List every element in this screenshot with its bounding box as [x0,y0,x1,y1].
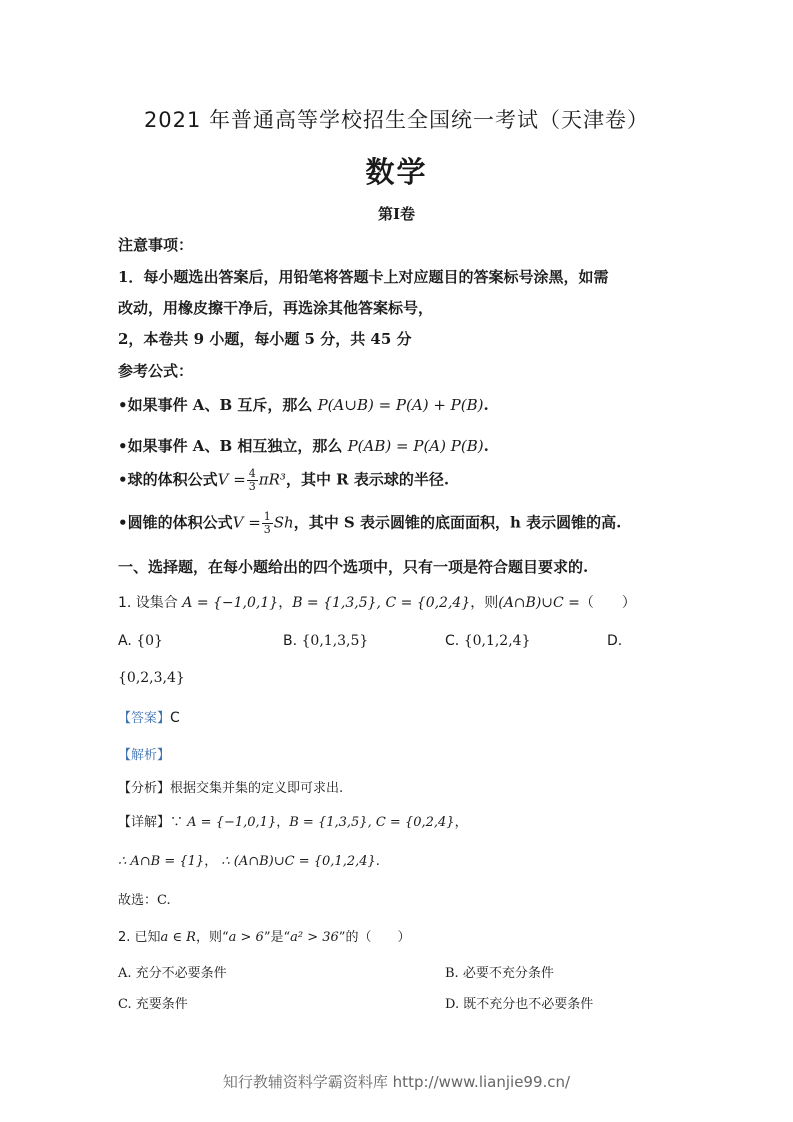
formula-4-denominator: 3 [263,523,271,536]
formula-3-numerator: 4 [248,467,256,480]
question-2-premise: a > 6 [228,930,264,945]
volume-label: 第Ⅰ卷 [377,205,416,223]
question-2-condition: a ∈ R [160,930,196,945]
formula-4-lhs: V = [232,513,261,532]
formula-4-rhs: Sh [273,513,294,532]
answer-value: C [170,710,180,726]
formula-4-end: ，其中 S 表示圆锥的底面面积，h 表示圆锥的高. [293,513,622,532]
formula-3-denominator: 3 [248,480,256,493]
formula-3 [118,468,449,493]
analysis-detail-line-2 [118,850,380,869]
detail-1-a: 【详解】∵ [118,815,184,830]
question-1-option-d-value: {0,2,3,4} [118,670,185,686]
question-1-option-c [445,633,530,649]
detail-1-c: ， [454,815,468,830]
question-2-stem-d: ”的（ ） [338,930,411,945]
question-1-option-a [118,633,163,649]
formula-3-end: ，其中 R 表示球的半径. [285,470,450,489]
question-2-option-b: B. 必要不充分条件 [445,966,554,981]
formula-4-fraction [262,511,273,536]
formula-2-text: •如果事件 A、B 相互独立，那么 [118,437,343,455]
question-1-stem-c: ，则 [470,595,499,611]
notice-item-1-line-2: 改动，用橡皮擦干净后，再选涂其他答案标号， [118,299,434,317]
question-1-sets-bc: B = {1,3,5}, C = {0,2,4} [292,595,471,611]
exam-title: 2021 年普通高等学校招生全国统一考试（天津卷） [143,108,650,132]
analysis-conclusion: 故选：C. [118,893,171,908]
section-1-heading: 一、选择题，在每小题给出的四个选项中，只有一项是符合题目要求的. [118,558,589,576]
option-a-label: A. [118,633,132,649]
option-a-value: {0} [136,633,163,649]
formula-2-end: . [483,437,489,455]
formula-3-text: •球的体积公式 [118,470,218,489]
answer-tag: 【答案】 [118,711,171,726]
formula-1-text: •如果事件 A、B 互斥，那么 [118,396,313,414]
question-1-stem-d: （ ） [579,595,636,611]
notice-item-2: 2，本卷共 9 小题，每小题 5 分，共 45 分 [118,330,412,348]
answer-line [118,707,180,726]
question-1-set-a: A = {−1,0,1} [182,595,279,611]
question-2-stem-b: ，则“ [195,930,229,945]
detail-2-intersection: ∴ A∩B = {1} [118,854,205,869]
question-2-option-a: A. 充分不必要条件 [118,966,227,981]
notice-item-1-line-1: 1．每小题选出答案后，用铅笔将答题卡上对应题目的答案标号涂黑，如需 [118,268,609,286]
analysis-detail-line-1 [118,811,468,830]
option-c-label: C. [445,633,460,649]
formula-3-lhs: V = [217,470,246,489]
formula-4-numerator: 1 [263,510,271,523]
detail-2-c: . [375,854,380,869]
formula-1-end: . [483,396,489,414]
question-1-option-b [283,633,368,649]
question-2-stem-a: 2. 已知 [118,930,161,945]
question-2-stem-c: ”是“ [263,930,291,945]
question-2-conclusion: a² > 36 [290,930,339,945]
detail-1-b: ， [276,815,290,830]
question-1-stem [118,592,636,612]
formula-3-rhs: πR³ [258,470,286,489]
formulas-heading: 参考公式： [118,362,194,380]
formula-4-text: •圆锥的体积公式 [118,513,233,532]
footer-watermark: 知行教辅资料学霸资料库 http://www.lianjie99.cn/ [222,1073,571,1091]
question-1-expression: (A∩B)∪C = [498,595,580,611]
formula-4 [118,511,621,536]
option-b-value: {0,1,3,5} [301,633,369,649]
formula-1 [118,394,489,415]
question-2-option-c: C. 充要条件 [118,997,188,1012]
detail-2-b: ， [204,854,218,869]
option-c-value: {0,1,2,4} [463,633,531,649]
formula-1-math: P(A∪B) = P(A) + P(B) [317,396,484,414]
formula-3-fraction [247,468,258,493]
formula-2-math: P(AB) = P(A) P(B) [347,437,484,455]
detail-1-sets-bc: B = {1,3,5}, C = {0,2,4} [289,815,455,830]
question-1-stem-b: ， [278,595,293,611]
question-2-stem [118,926,410,945]
question-1-option-d-label: D. [607,633,623,649]
question-2-option-d: D. 既不充分也不必要条件 [445,997,594,1012]
detail-2-union: ∴ (A∩B)∪C = {0,1,2,4} [221,854,376,869]
subject-title: 数学 [365,155,428,189]
analysis-tag: 【解析】 [118,748,171,763]
question-1-stem-a: 1. 设集合 [118,595,178,611]
detail-1-set-a: A = {−1,0,1} [187,815,277,830]
formula-2 [118,435,489,456]
analysis-fenxi: 【分析】根据交集并集的定义即可求出. [118,781,344,796]
notice-heading: 注意事项： [118,236,194,254]
option-b-label: B. [283,633,298,649]
